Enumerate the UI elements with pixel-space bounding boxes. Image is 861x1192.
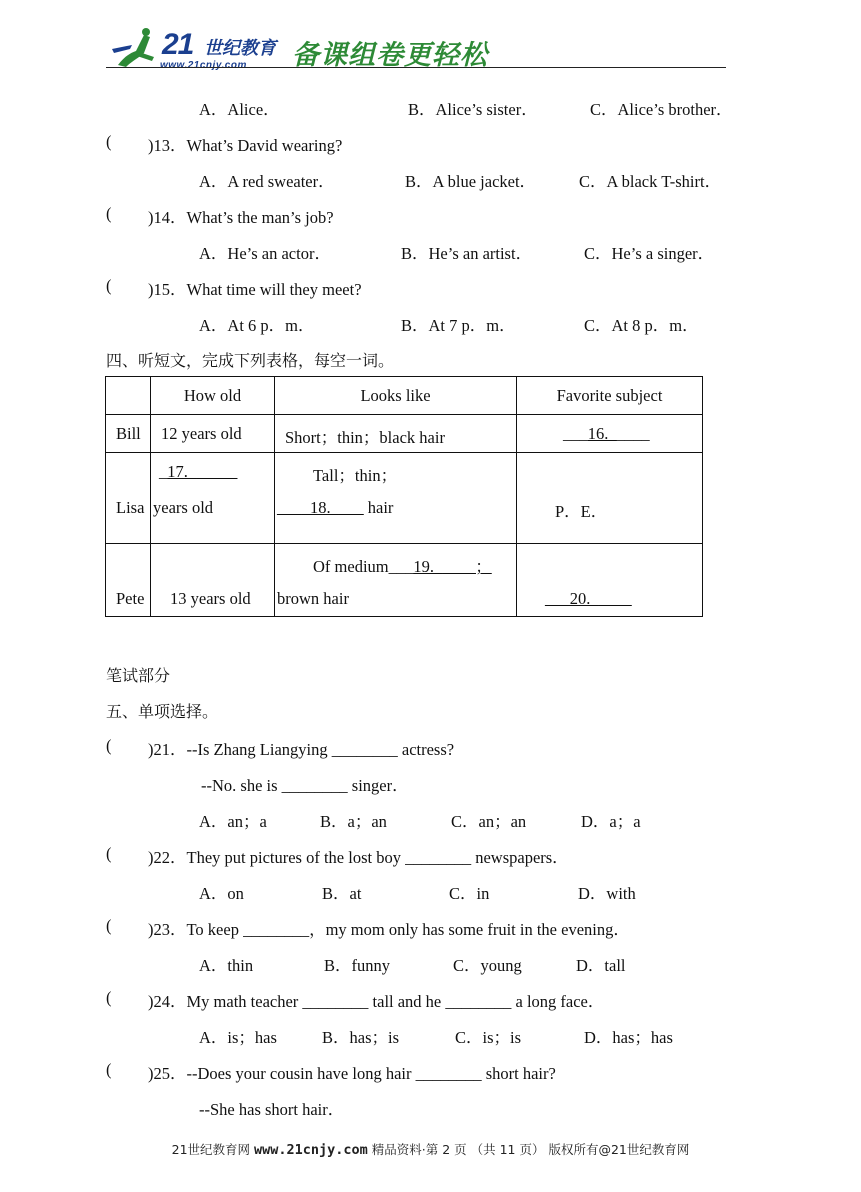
footer-suffix: 精品资料·第 2 页 （共 11 页） 版权所有@21世纪教育网 — [367, 1142, 690, 1157]
blank-17: _17.______ — [159, 462, 238, 481]
option-d: D．tall — [576, 956, 626, 975]
blank-18: ____18.____ hair — [277, 498, 394, 517]
question-stem: )14．What’s the man’s job? — [148, 208, 334, 227]
header-looks-like: Looks like — [275, 377, 517, 415]
listening-table — [105, 376, 703, 617]
row-age: 12 years old — [161, 424, 242, 443]
option-b: B．He’s an artist． — [401, 244, 533, 263]
option-b: B．A blue jacket． — [405, 172, 537, 191]
blank-20: ___20._____ — [545, 589, 632, 608]
footer-prefix: 21世纪教育网 — [171, 1142, 255, 1157]
option-c: C．is；is — [455, 1028, 522, 1047]
answer-paren: ( — [106, 204, 112, 223]
logo-url: www.21cnjy.com — [160, 60, 247, 71]
row-looks: Short；thin；black hair — [285, 428, 445, 447]
option-b: B．has；is — [322, 1028, 400, 1047]
table-corner-cell — [106, 377, 151, 415]
option-a: A．A red sweater． — [199, 172, 335, 191]
logo-number: 21 — [162, 28, 194, 61]
row-name: Lisa — [116, 498, 145, 517]
row-name: Bill — [116, 424, 141, 443]
question-stem: )15．What time will they meet? — [148, 280, 362, 299]
row-looks-line1: Tall；thin； — [313, 466, 398, 485]
option-c: C．Alice’s brother． — [590, 100, 733, 119]
question-stem: )22．They put pictures of the lost boy ________ newspapers． — [148, 848, 569, 867]
row-subject: P．E． — [555, 502, 608, 521]
question-stem: )25．--Does your cousin have long hair ________ short hair? — [148, 1064, 556, 1083]
option-d: D．with — [578, 884, 636, 903]
answer-paren: ( — [106, 132, 112, 151]
question-stem-line2: --No. she is ________ singer． — [201, 776, 409, 795]
table-row — [106, 415, 703, 453]
question-stem: )24．My math teacher ________ tall and he ________ a long face． — [148, 992, 605, 1011]
option-a: A．He’s an actor． — [199, 244, 331, 263]
section-5-title: 五、单项选择。 — [106, 702, 219, 721]
option-a: A．At 6 p．m． — [199, 316, 315, 335]
answer-paren: ( — [106, 736, 112, 755]
option-b: B．a；an — [320, 812, 387, 831]
answer-paren: ( — [106, 916, 112, 935]
header-slogan: 备课组卷更轻松 — [292, 40, 488, 71]
header-favorite-subject: Favorite subject — [517, 377, 703, 415]
option-d: D．has；has — [584, 1028, 673, 1047]
question-stem: )21．--Is Zhang Liangying ________ actress? — [148, 740, 455, 759]
row-age-rest: years old — [153, 498, 214, 517]
option-c: C．young — [453, 956, 522, 975]
blank-19: Of medium___19._____； — [313, 557, 492, 576]
option-a: A．on — [199, 884, 244, 903]
answer-paren: ( — [106, 844, 112, 863]
option-b: B．funny — [324, 956, 390, 975]
option-c: C．A black T-shirt． — [579, 172, 722, 191]
runner-logo-icon — [110, 27, 160, 69]
answer-paren: ( — [106, 988, 112, 1007]
header-how-old: How old — [151, 377, 275, 415]
page-footer — [0, 1140, 861, 1158]
section-4-title: 四、听短文，完成下列表格，每空一词。 — [106, 351, 395, 370]
answer-paren: ( — [106, 1060, 112, 1079]
option-a: A．is；has — [199, 1028, 277, 1047]
option-c: C．in — [449, 884, 490, 903]
option-d: D．a；a — [581, 812, 641, 831]
row-name: Pete — [116, 589, 145, 608]
table-header-row — [106, 377, 703, 415]
blank-16: ___16._____ — [563, 424, 650, 443]
question-stem-line2: --She has short hair． — [199, 1100, 345, 1119]
option-a: A．an；a — [199, 812, 267, 831]
header-divider — [106, 67, 726, 68]
table-row — [106, 544, 703, 617]
question-stem: )23．To keep ________，my mom only has some fruit in the evening． — [148, 920, 630, 939]
answer-paren: ( — [106, 276, 112, 295]
option-a: A．thin — [199, 956, 254, 975]
row-age: 13 years old — [170, 589, 251, 608]
row-looks-line2: brown hair — [277, 589, 349, 608]
option-b: B．at — [322, 884, 362, 903]
option-b: B．Alice’s sister． — [408, 100, 538, 119]
logo-text: 世纪教育 — [204, 38, 276, 59]
option-c: C．At 8 p．m． — [584, 316, 699, 335]
option-c: C．He’s a singer． — [584, 244, 715, 263]
table-row — [106, 453, 703, 544]
written-part-title: 笔试部分 — [106, 666, 171, 685]
question-stem: )13．What’s David wearing? — [148, 136, 343, 155]
footer-url[interactable]: www.21cnjy.com — [254, 1142, 368, 1158]
option-a: A．Alice． — [199, 100, 280, 119]
option-b: B．At 7 p．m． — [401, 316, 516, 335]
option-c: C．an；an — [451, 812, 527, 831]
